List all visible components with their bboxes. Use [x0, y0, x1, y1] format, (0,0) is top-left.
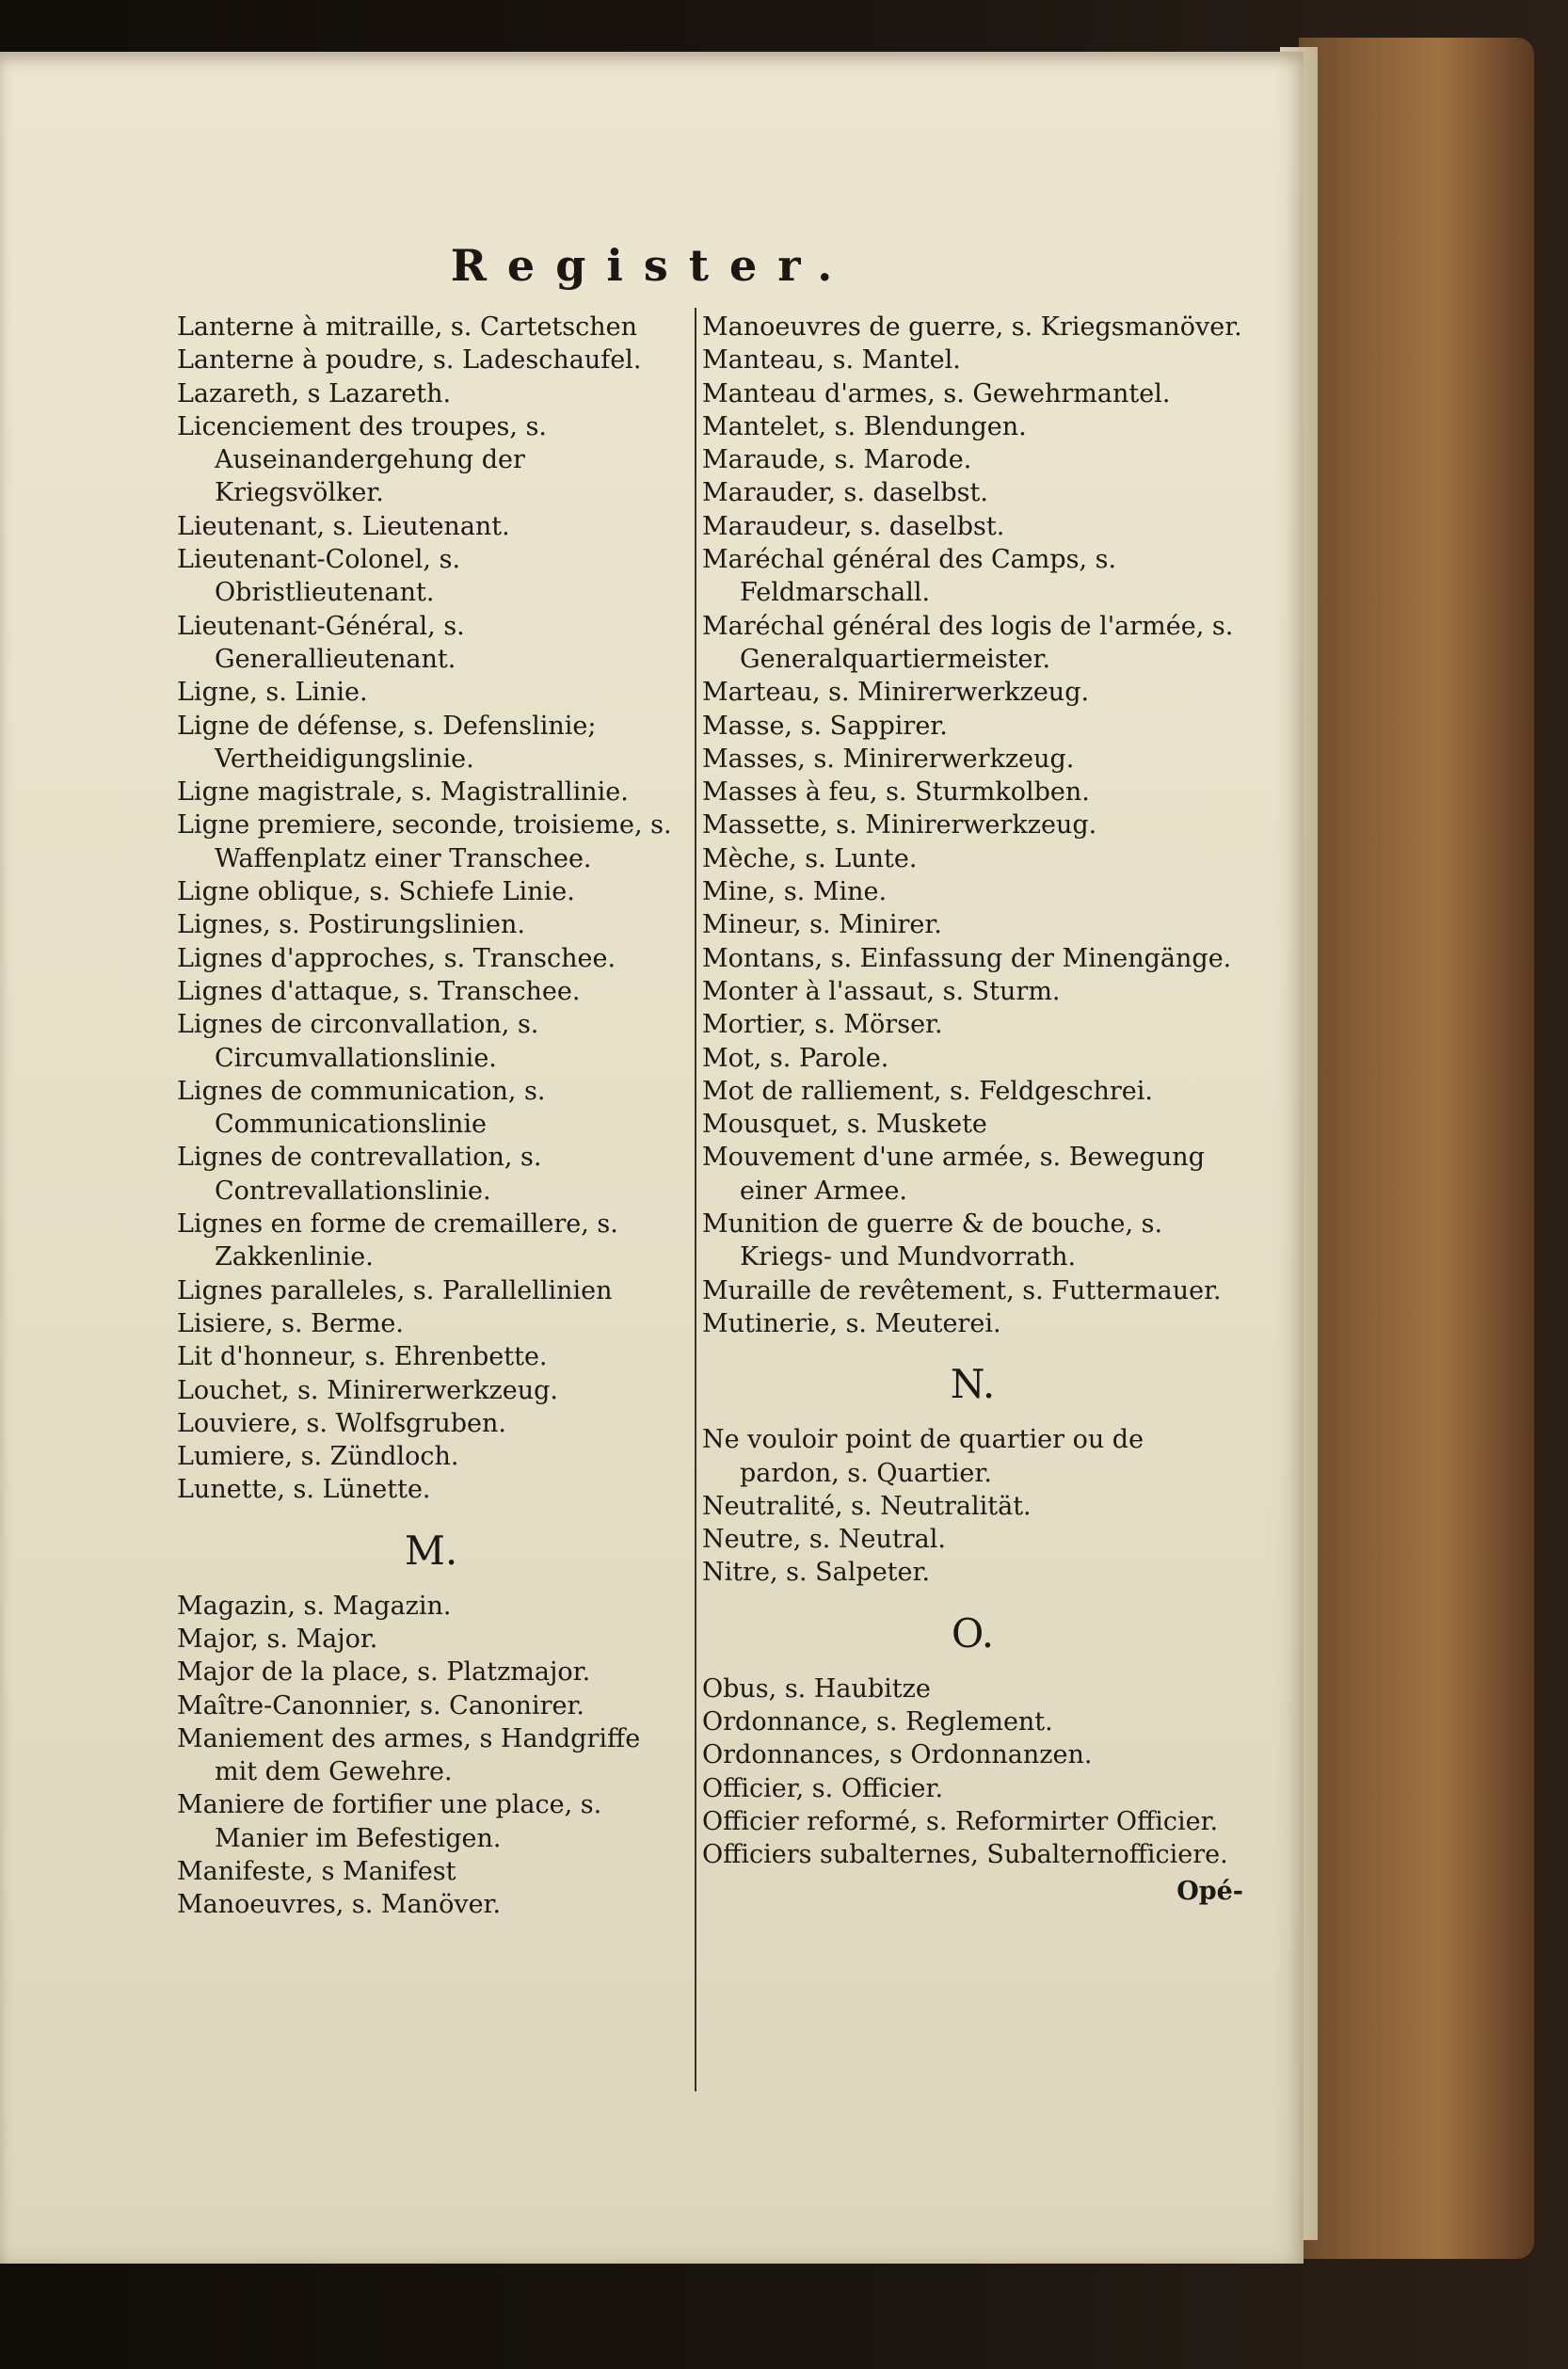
index-entry: Lanterne à poudre, s. Ladeschaufel.	[177, 345, 642, 376]
book-cover-edge	[1299, 38, 1534, 2259]
left-entries-m	[177, 1590, 685, 1922]
index-entry: Mèche, s. Lunte.	[702, 843, 918, 873]
index-entry: Lumiere, s. Zündloch.	[177, 1442, 459, 1472]
index-entry: Manteau, s. Mantel.	[702, 345, 961, 376]
index-entry: Maître-Canonnier, s. Canonirer.	[177, 1690, 584, 1721]
catchword: Opé-	[1176, 1877, 1243, 1907]
index-entry: Nitre, s. Salpeter.	[702, 1558, 931, 1588]
section-letter-m: M.	[404, 1527, 458, 1574]
index-entry: Lignes, s. Postirungslinien.	[177, 910, 525, 940]
index-entry: Mousquet, s. Muskete	[702, 1110, 987, 1140]
book-page	[0, 52, 1304, 2264]
index-entry: Ligne, s. Linie.	[177, 678, 368, 708]
page-header: Register.	[450, 240, 854, 291]
index-entry: Muraille de revêtement, s. Futtermauer.	[702, 1275, 1222, 1305]
index-entry: Officiers subalternes, Subalternofficiere.	[702, 1840, 1228, 1870]
index-entry: Mouvement d'une armée, s. Bewegung einer Armee.	[702, 1143, 1205, 1206]
index-entry: Lieutenant-Général, s. Generallieutenant.	[177, 611, 465, 674]
index-entry: Ligne premiere, seconde, troisieme, s. Waffenplatz einer Transchee.	[177, 810, 672, 873]
index-entry: Magazin, s. Magazin.	[177, 1591, 452, 1621]
index-entry: Mortier, s. Mörser.	[702, 1010, 943, 1040]
index-entry: Lignes paralleles, s. Parallellinien	[177, 1275, 613, 1305]
index-entry: Lignes de contrevallation, s. Contrevallationslinie.	[177, 1143, 542, 1206]
index-entry: Lanterne à mitraille, s. Cartetschen	[177, 312, 638, 342]
index-entry: Maniere de fortifier une place, s. Manier im Befestigen.	[177, 1790, 602, 1853]
index-entry: Ligne magistrale, s. Magistrallinie.	[177, 777, 629, 808]
index-entry: Masses à feu, s. Sturmkolben.	[702, 777, 1090, 808]
index-entry: Ordonnance, s. Reglement.	[702, 1706, 1053, 1737]
index-entry: Mot de ralliement, s. Feldgeschrei.	[702, 1076, 1153, 1106]
left-column	[177, 311, 685, 1922]
index-entry: Obus, s. Haubitze	[702, 1673, 931, 1704]
index-entry: Louchet, s. Minirerwerkzeug.	[177, 1375, 559, 1405]
index-entry: Masses, s. Minirerwerkzeug.	[702, 744, 1075, 774]
index-entry: Marteau, s. Minirerwerkzeug.	[702, 678, 1090, 708]
index-entry: Neutralité, s. Neutralität.	[702, 1491, 1032, 1521]
index-entry: Monter à l'assaut, s. Sturm.	[702, 976, 1061, 1006]
index-entry: Manoeuvres, s. Manöver.	[177, 1890, 502, 1920]
index-entry: Maraude, s. Marode.	[702, 445, 972, 475]
index-entry: Mineur, s. Minirer.	[702, 910, 942, 940]
index-entry: Mine, s. Mine.	[702, 877, 888, 907]
index-entry: Manoeuvres de guerre, s. Kriegsmanöver.	[702, 312, 1242, 342]
right-entries-n	[702, 1423, 1243, 1589]
right-entries	[702, 311, 1243, 1340]
index-entry: Lisiere, s. Berme.	[177, 1308, 404, 1338]
column-divider	[695, 308, 696, 2091]
index-entry: Lieutenant, s. Lieutenant.	[177, 511, 510, 541]
left-entries	[177, 311, 685, 1507]
index-entry: Lignes d'attaque, s. Transchee.	[177, 976, 581, 1006]
index-entry: Licenciement des troupes, s. Auseinandergehung der Kriegsvölker.	[177, 411, 548, 508]
index-entry: Ligne de défense, s. Defenslinie; Vertheidigungslinie.	[177, 711, 597, 774]
index-entry: Louviere, s. Wolfsgruben.	[177, 1408, 506, 1438]
index-entry: Ligne oblique, s. Schiefe Linie.	[177, 877, 575, 907]
index-entry: Lunette, s. Lünette.	[177, 1475, 431, 1505]
index-entry: Neutre, s. Neutral.	[702, 1525, 946, 1555]
index-entry: Ne vouloir point de quartier ou de pardon, s. Quartier.	[702, 1425, 1144, 1488]
index-entry: Ordonnances, s Ordonnanzen.	[702, 1740, 1093, 1770]
section-letter-n: N.	[950, 1361, 996, 1408]
index-entry: Lignes en forme de cremaillere, s. Zakkenlinie.	[177, 1209, 618, 1273]
index-entry: Maréchal général des logis de l'armée, s. Generalquartiermeister.	[702, 611, 1234, 674]
index-entry: Munition de guerre & de bouche, s. Kriegs- und Mundvorrath.	[702, 1209, 1163, 1273]
index-entry: Lieutenant-Colonel, s. Obristlieutenant.	[177, 545, 461, 608]
section-letter-o: O.	[951, 1609, 995, 1657]
index-entry: Massette, s. Minirerwerkzeug.	[702, 810, 1097, 840]
index-entry: Lignes d'approches, s. Transchee.	[177, 943, 616, 973]
index-entry: Mutinerie, s. Meuterei.	[702, 1308, 1001, 1338]
index-entry: Officier, s. Officier.	[702, 1773, 944, 1803]
index-entry: Major, s. Major.	[177, 1624, 378, 1654]
index-entry: Maraudeur, s. daselbst.	[702, 511, 1005, 541]
right-column	[702, 311, 1243, 1909]
index-entry: Masse, s. Sappirer.	[702, 711, 948, 741]
index-entry: Lazareth, s Lazareth.	[177, 378, 452, 408]
index-entry: Montans, s. Einfassung der Minengänge.	[702, 943, 1232, 973]
right-entries-o	[702, 1673, 1243, 1872]
index-entry: Maniement des armes, s Handgriffe mit dem Gewehre.	[177, 1723, 641, 1787]
index-entry: Officier reformé, s. Reformirter Officier.	[702, 1806, 1219, 1836]
index-entry: Mantelet, s. Blendungen.	[702, 411, 1027, 441]
index-entry: Major de la place, s. Platzmajor.	[177, 1657, 591, 1688]
index-entry: Lignes de communication, s. Communicationslinie	[177, 1076, 546, 1140]
index-entry: Manteau d'armes, s. Gewehrmantel.	[702, 378, 1171, 408]
index-entry: Maréchal général des Camps, s. Feldmarschall.	[702, 545, 1117, 608]
index-entry: Marauder, s. daselbst.	[702, 478, 988, 508]
index-entry: Manifeste, s Manifest	[177, 1857, 456, 1887]
index-entry: Lignes de circonvallation, s. Circumvallationslinie.	[177, 1010, 539, 1073]
index-entry: Mot, s. Parole.	[702, 1043, 889, 1073]
index-entry: Lit d'honneur, s. Ehrenbette.	[177, 1342, 548, 1372]
